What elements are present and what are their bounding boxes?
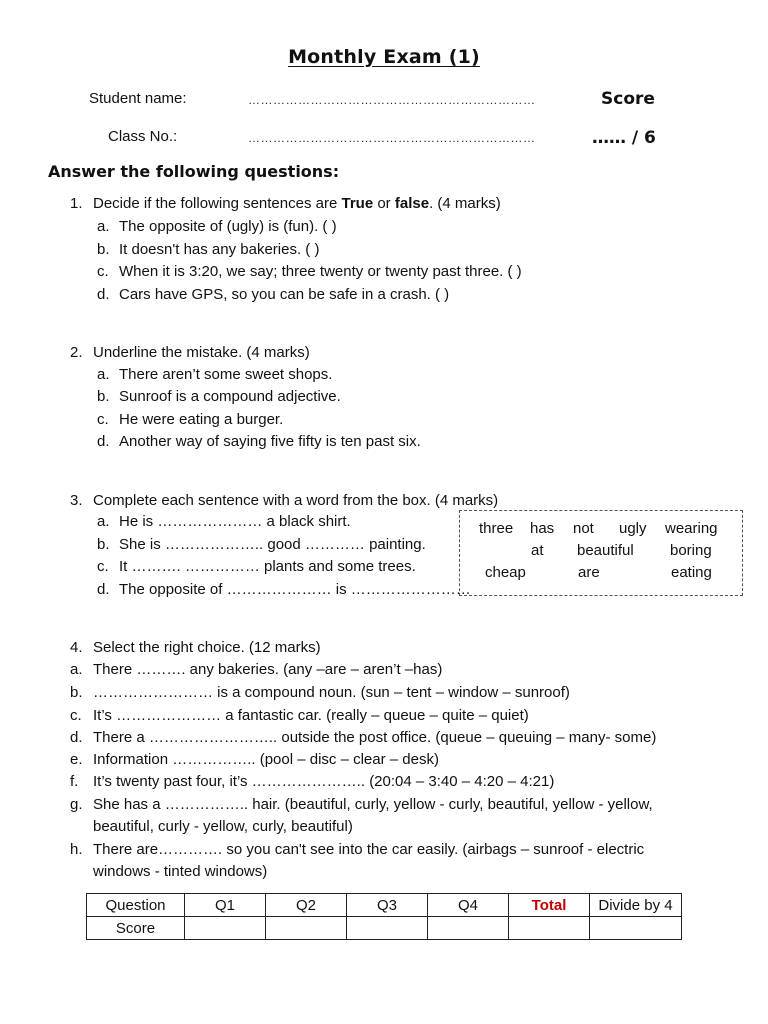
score-table-input-cell[interactable] (590, 917, 682, 940)
question-4-item-continued: beautiful, curly - yellow, curly, beautiful) (93, 818, 353, 835)
question-2-item: c. He were eating a burger. (97, 411, 284, 428)
score-label: Score (601, 89, 655, 109)
instructions-heading: Answer the following questions: (48, 162, 340, 181)
question-4-item: a. There ………. any bakeries. (any –are – aren’t –has) (70, 661, 443, 678)
score-table-input-cell[interactable] (428, 917, 509, 940)
score-table-input-cell[interactable] (509, 917, 590, 940)
word-bank-word: eating (671, 564, 712, 581)
score-table-cell: Score (87, 917, 185, 940)
score-table-score-row (87, 917, 682, 940)
question-4-item-continued: windows - tinted windows) (93, 863, 268, 880)
question-2-item: d. Another way of saying five fifty is ten past six. (97, 433, 421, 450)
word-bank-word: has (530, 520, 555, 537)
question-4-item: c. It’s ………………… a fantastic car. (really – queue – quite – quiet) (70, 707, 529, 724)
word-bank-word: not (573, 520, 594, 537)
question-4: 4. Select the right choice. (12 marks) (70, 639, 321, 656)
word-bank-word: are (578, 564, 600, 581)
question-1-item: b. It doesn't has any bakeries. ( ) (97, 241, 320, 258)
word-bank-word: beautiful (577, 542, 634, 559)
question-3-item: c. It ………. …………… plants and some trees. (97, 558, 416, 575)
question-3-item: d. The opposite of ………………… is …………………… (97, 581, 471, 598)
class-no-line[interactable]: …………………………………………………………… (248, 131, 536, 145)
word-bank-word: boring (670, 542, 712, 559)
score-table (86, 893, 682, 940)
class-no-label: Class No.: (108, 128, 178, 145)
score-table-cell: Q1 (185, 894, 266, 917)
question-3-item: b. She is ……………….. good ………… painting. (97, 536, 426, 553)
score-table-cell: Question (87, 894, 185, 917)
score-table-input-cell[interactable] (185, 917, 266, 940)
question-3-item: a. He is ………………… a black shirt. (97, 513, 351, 530)
word-bank-word: cheap (485, 564, 526, 581)
question-4-item: h. There are…………. so you can't see into the car easily. (airbags – sunroof - electric (70, 841, 645, 858)
question-1: 1. Decide if the following sentences are True or false. (4 marks) (70, 195, 501, 212)
score-table-cell: Divide by 4 (590, 894, 682, 917)
exam-title: Monthly Exam (1) (288, 46, 480, 68)
score-table-cell: Q2 (266, 894, 347, 917)
question-2: 2. Underline the mistake. (4 marks) (70, 344, 310, 361)
question-1-item: a. The opposite of (ugly) is (fun). ( ) (97, 218, 337, 235)
question-4-item: d. There a …………………….. outside the post office. (queue – queuing – many- some) (70, 729, 657, 746)
score-value: …… / 6 (592, 128, 656, 148)
question-3: 3. Complete each sentence with a word from the box. (4 marks) (70, 492, 499, 509)
student-name-line[interactable]: …………………………………………………………… (248, 93, 536, 107)
word-bank-word: three (479, 520, 514, 537)
word-bank-word: wearing (665, 520, 718, 537)
question-4-item: g. She has a …………….. hair. (beautiful, curly, yellow - curly, beautiful, yellow - yellow, (70, 796, 653, 813)
score-table-cell: Q3 (347, 894, 428, 917)
word-bank-box (459, 510, 743, 596)
question-4-item: b. …………………… is a compound noun. (sun – tent – window – sunroof) (70, 684, 570, 701)
score-table-input-cell[interactable] (266, 917, 347, 940)
question-4-item: e. Information …………….. (pool – disc – clear – desk) (70, 751, 439, 768)
question-1-item: d. Cars have GPS, so you can be safe in a crash. ( ) (97, 286, 450, 303)
question-1-item: c. When it is 3:20, we say; three twenty or twenty past three. ( ) (97, 263, 522, 280)
question-4-item: f. It’s twenty past four, it’s ………………….. (20:04 – 3:40 – 4:20 – 4:21) (70, 773, 555, 790)
score-table-header-row (87, 894, 682, 917)
word-bank-word: ugly (619, 520, 647, 537)
student-name-label: Student name: (89, 90, 187, 107)
question-2-item: a. There aren’t some sweet shops. (97, 366, 333, 383)
score-table-cell: Q4 (428, 894, 509, 917)
score-table-total-header: Total (509, 894, 590, 917)
question-2-item: b. Sunroof is a compound adjective. (97, 388, 341, 405)
score-table-input-cell[interactable] (347, 917, 428, 940)
word-bank-word: at (531, 542, 544, 559)
